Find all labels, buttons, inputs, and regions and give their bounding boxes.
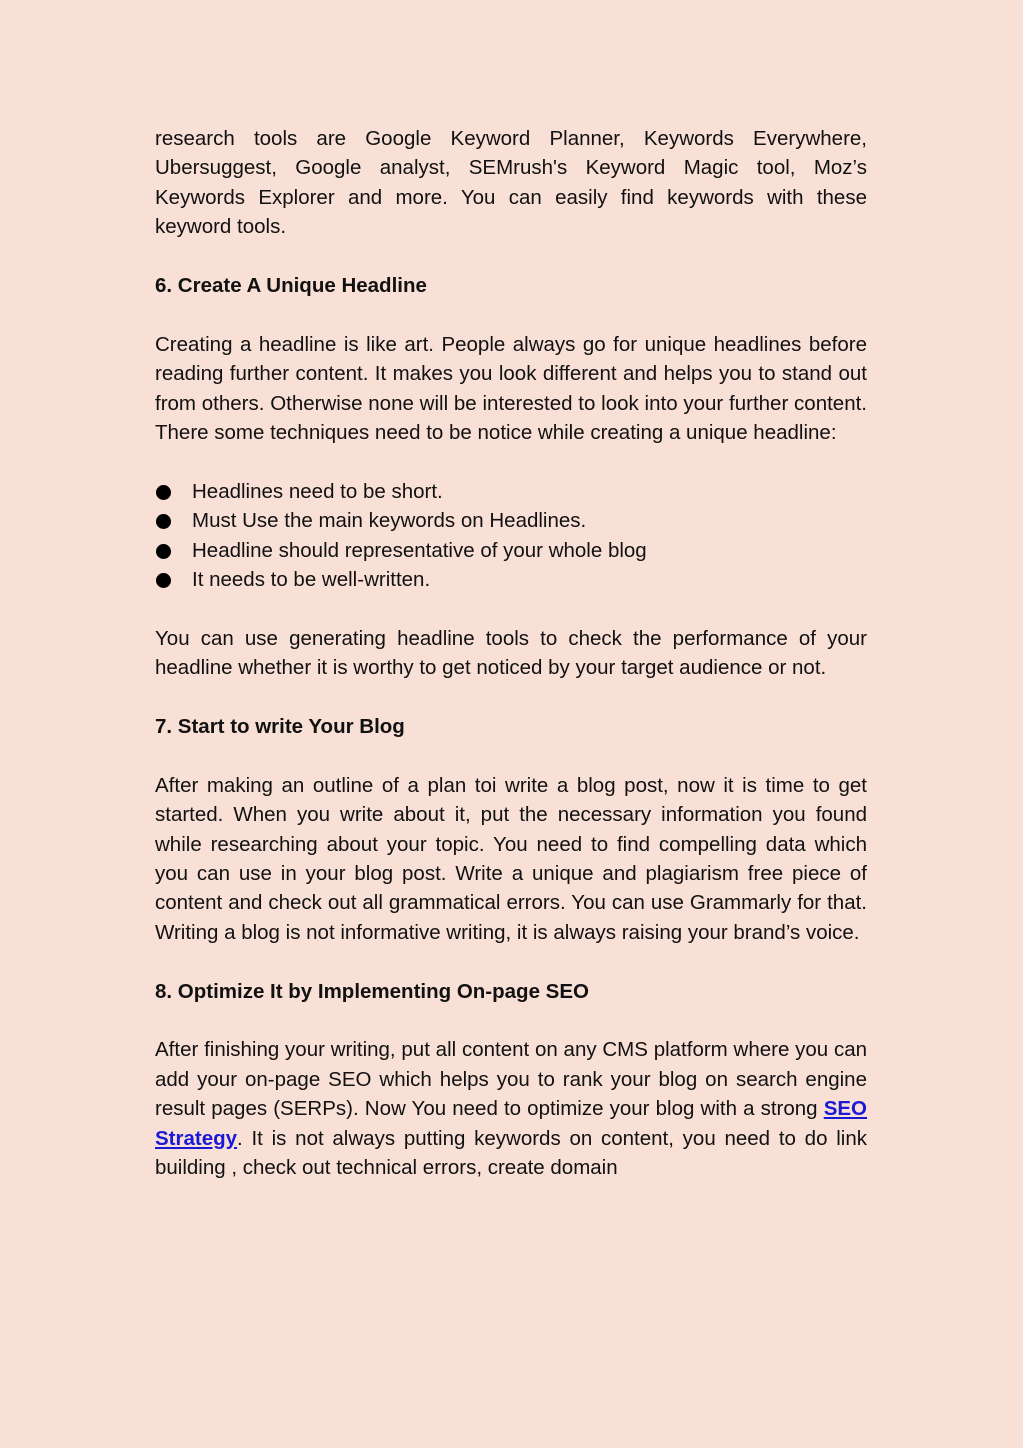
bullet-icon	[156, 514, 171, 529]
section-7-heading: 7. Start to write Your Blog	[155, 714, 405, 738]
list-item	[155, 536, 867, 565]
list-item-text: Headlines need to be short.	[192, 479, 443, 503]
headline-tips-list	[155, 477, 867, 595]
section-6-closing-paragraph: You can use generating headline tools to check the performance of your headline whether it is worthy to get noticed by your target audience or not.	[155, 626, 867, 680]
list-item-text: It needs to be well-written.	[192, 568, 431, 591]
intro-paragraph: research tools are Google Keyword Planner, Keywords Everywhere, Ubersuggest, Google analyst, SEMrush's Keyword Magic tool, Moz’s Keywords Explorer and more. You can easily find keywords with these keyword tools.	[155, 127, 867, 239]
bullet-icon	[156, 544, 171, 559]
list-item	[155, 565, 867, 594]
bullet-icon	[156, 573, 171, 588]
section-8-text-after-link: . It is not always putting keywords on content, you need to do link building , check out technical errors, create domain	[155, 1126, 867, 1180]
section-8-text-before-link: After finishing your writing, put all content on any CMS platform where you can add your on-page SEO which helps you to rank your blog on search engine result pages (SERPs). Now You need to optimize your blog with a strong	[155, 1038, 867, 1121]
section-6-paragraph: Creating a headline is like art. People always go for unique headlines before reading further content. It makes you look different and helps you to stand out from others. Otherwise none will be interested to look into your further content. There some techniques need to be notice while creating a unique headline:	[155, 332, 867, 445]
bullet-icon	[156, 485, 171, 500]
seo-strategy-link[interactable]: SEO Strategy	[155, 1097, 867, 1150]
section-7-paragraph: After making an outline of a plan toi write a blog post, now it is time to get started. When you write about it, put the necessary information you found while researching about your topic. You need to find compelling data which you can use in your blog post. Write a unique and plagiarism free piece of content and check out all grammatical errors. You can use Grammarly for that. Writing a blog is not informative writing, it is always raising your brand’s voice.	[155, 773, 867, 944]
section-6-heading: 6. Create A Unique Headline	[155, 274, 427, 298]
section-8-heading: 8. Optimize It by Implementing On-page SEO	[155, 979, 589, 1003]
document-body	[155, 124, 867, 1182]
list-item	[155, 506, 867, 535]
list-item-text: Headline should representative of your whole blog	[192, 538, 647, 562]
section-8-paragraph	[155, 1035, 867, 1182]
list-item	[155, 477, 867, 506]
list-item-text: Must Use the main keywords on Headlines.	[192, 509, 587, 533]
